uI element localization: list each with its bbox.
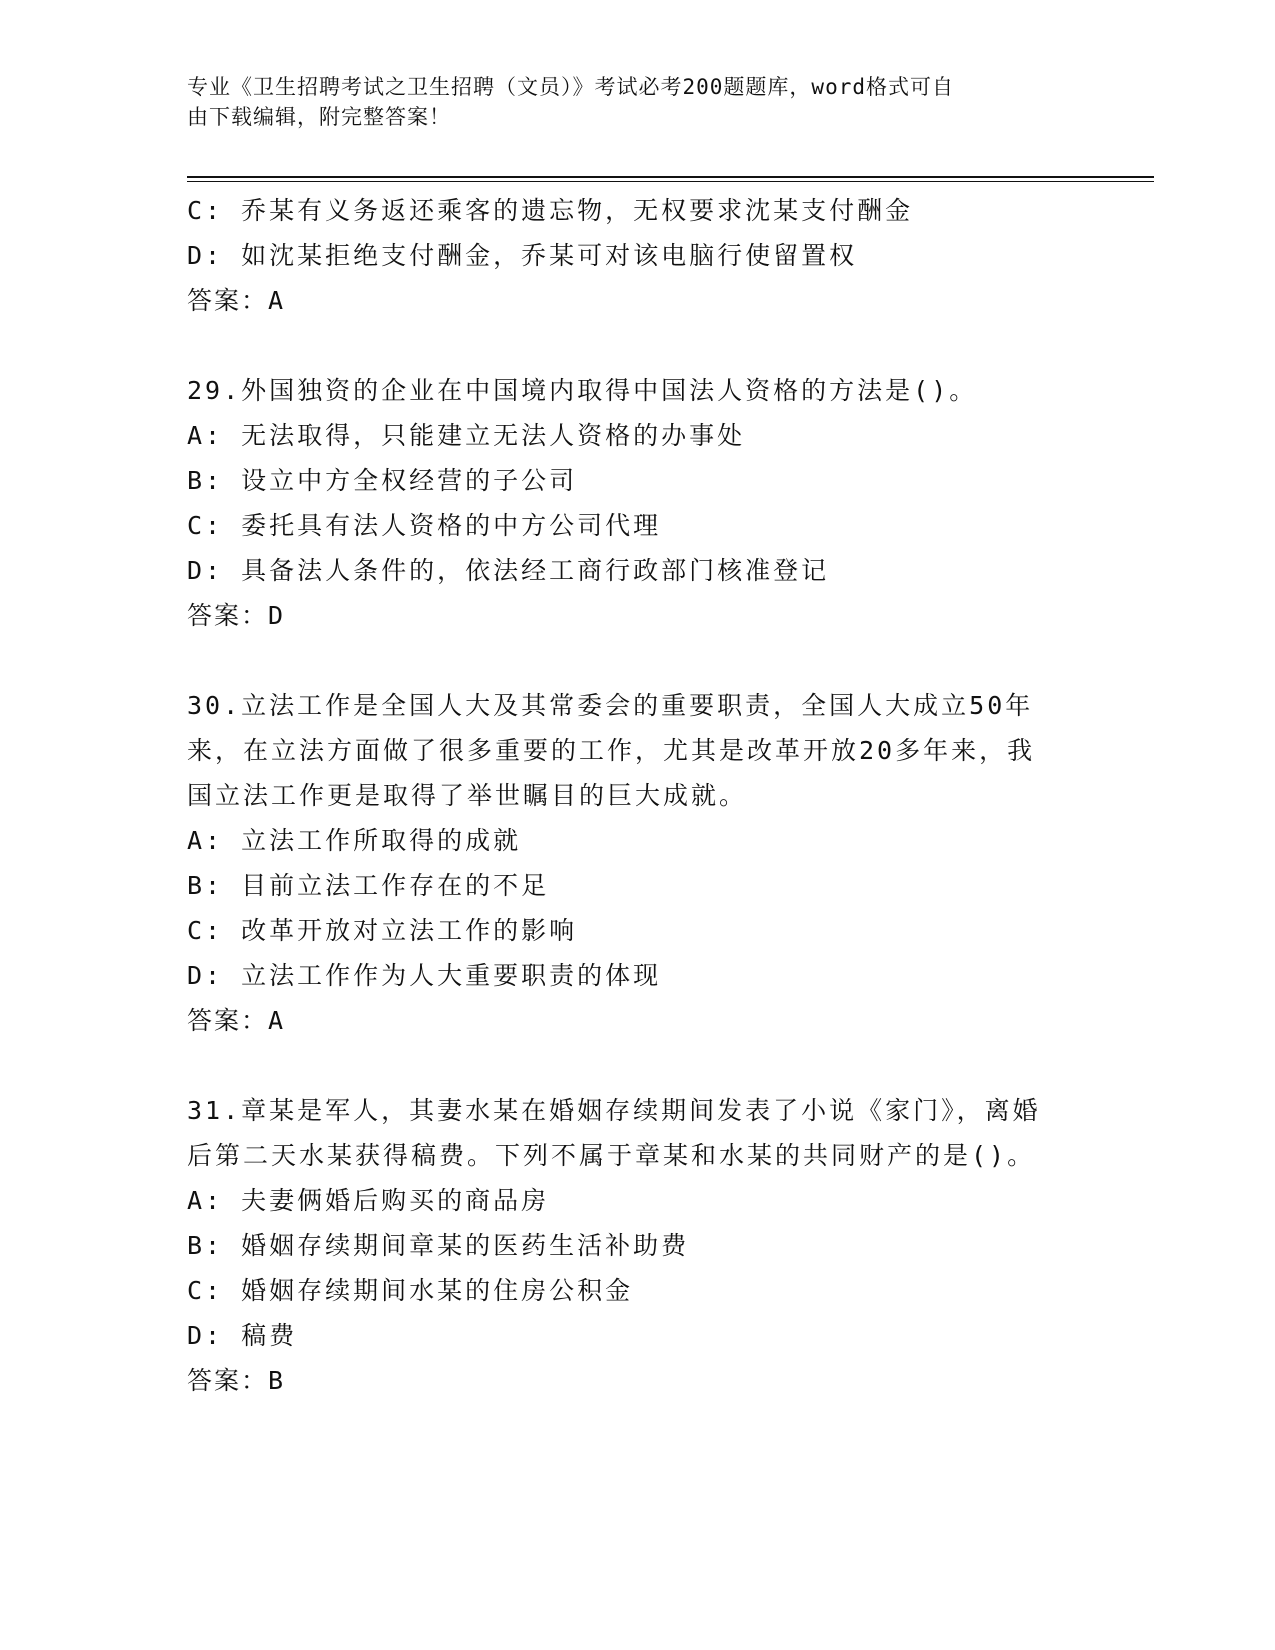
question-31 [187,1088,1087,1403]
option-line: C: 乔某有义务返还乘客的遗忘物，无权要求沈某支付酬金 [187,196,914,225]
header-line: 由下载编辑，附完整答案！ [187,105,451,129]
option-line: D: 具备法人条件的，依法经工商行政部门核准登记 [187,556,830,585]
answer-line: 答案：D [187,601,286,630]
document-header [187,72,1067,132]
option-line: D: 如沈某拒绝支付酬金，乔某可对该电脑行使留置权 [187,241,858,270]
question-stem: 29.外国独资的企业在中国境内取得中国法人资格的方法是()。 [187,376,978,405]
option-line: A: 立法工作所取得的成就 [187,826,522,855]
question-30 [187,683,1087,1043]
option-line: C: 委托具有法人资格的中方公司代理 [187,511,662,540]
question-stem: 30.立法工作是全国人大及其常委会的重要职责，全国人大成立50年 [187,691,1034,720]
question-29 [187,368,1087,638]
option-line: D: 立法工作作为人大重要职责的体现 [187,961,662,990]
header-divider-thin [187,181,1154,182]
question-list [187,188,1087,1403]
option-line: C: 改革开放对立法工作的影响 [187,916,578,945]
header-divider [187,176,1154,178]
option-line: B: 婚姻存续期间章某的医药生活补助费 [187,1231,690,1260]
question-stem: 国立法工作更是取得了举世瞩目的巨大成就。 [187,781,748,810]
option-line: C: 婚姻存续期间水某的住房公积金 [187,1276,634,1305]
answer-line: 答案：A [187,1006,286,1035]
option-line: B: 目前立法工作存在的不足 [187,871,550,900]
question-stem: 31.章某是军人，其妻水某在婚姻存续期间发表了小说《家门》，离婚 [187,1096,1041,1125]
question-stem: 来，在立法方面做了很多重要的工作，尤其是改革开放20多年来，我 [187,736,1036,765]
option-line: A: 夫妻俩婚后购买的商品房 [187,1186,550,1215]
answer-line: 答案：B [187,1366,286,1395]
question-continuation [187,188,1087,323]
option-line: D: 稿费 [187,1321,298,1350]
option-line: A: 无法取得，只能建立无法人资格的办事处 [187,421,746,450]
option-line: B: 设立中方全权经营的子公司 [187,466,578,495]
answer-line: 答案：A [187,286,286,315]
question-stem: 后第二天水某获得稿费。下列不属于章某和水某的共同财产的是()。 [187,1141,1036,1170]
header-line: 专业《卫生招聘考试之卫生招聘（文员）》考试必考200题题库，word格式可自 [187,75,954,99]
